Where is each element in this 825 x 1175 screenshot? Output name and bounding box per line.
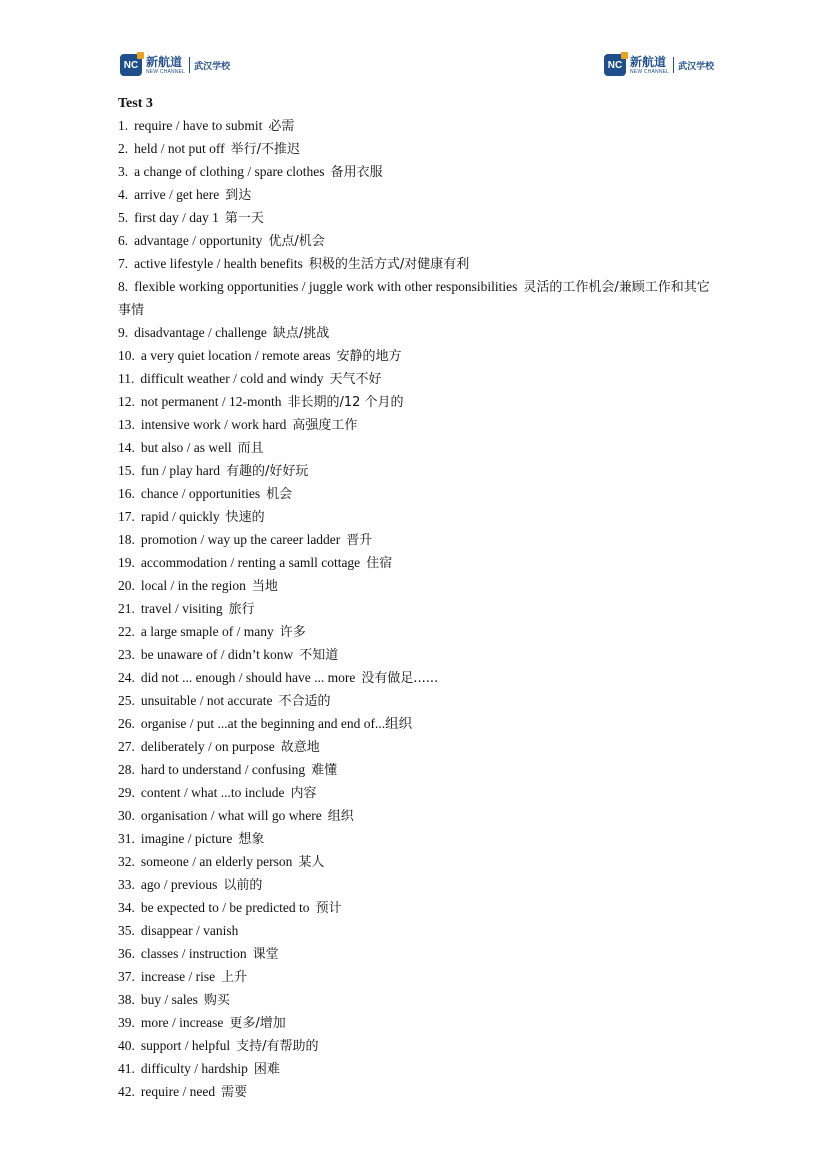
item-chinese: 住宿	[366, 556, 393, 571]
item-chinese: 备用衣服	[330, 165, 383, 180]
item-chinese: 第一天	[224, 211, 264, 226]
item-number: 31.	[118, 831, 135, 846]
item-english: arrive / get here	[134, 187, 220, 202]
item-english: disadvantage / challenge	[134, 325, 267, 340]
document-title: Test 3	[118, 96, 153, 111]
list-item	[118, 644, 718, 667]
item-chinese: 当地	[251, 579, 278, 594]
item-number: 24.	[118, 670, 135, 685]
item-number: 4.	[118, 187, 129, 202]
item-english: difficulty / hardship	[140, 1061, 248, 1076]
item-number: 6.	[118, 233, 129, 248]
item-chinese: 某人	[298, 855, 325, 870]
logo-left-name-cn: 新航道	[146, 54, 183, 69]
list-item	[118, 897, 718, 920]
item-chinese: 预计	[315, 901, 342, 916]
item-english: difficult weather / cold and windy	[140, 371, 324, 386]
list-item	[118, 667, 718, 690]
item-english: held / not put off	[134, 141, 225, 156]
item-number: 10.	[118, 348, 135, 363]
list-item	[118, 713, 718, 736]
item-number: 30.	[118, 808, 135, 823]
item-chinese: 非长期的/12 个月的	[287, 395, 404, 410]
item-number: 25.	[118, 693, 135, 708]
item-number: 15.	[118, 463, 135, 478]
item-chinese: 故意地	[280, 740, 320, 755]
list-item	[118, 943, 718, 966]
list-item	[118, 276, 718, 322]
item-chinese: 有趣的/好好玩	[225, 464, 309, 479]
logo-right	[604, 54, 714, 76]
item-english: buy / sales	[140, 992, 198, 1007]
item-chinese: 高强度工作	[292, 418, 358, 433]
list-item	[118, 1081, 718, 1104]
item-number: 20.	[118, 578, 135, 593]
item-chinese: 课堂	[252, 947, 279, 962]
item-english: did not ... enough / should have ... more	[140, 670, 356, 685]
logo-left-divider	[189, 57, 190, 73]
item-number: 41.	[118, 1061, 135, 1076]
item-chinese: 举行/不推迟	[230, 142, 301, 157]
item-chinese: 上升	[221, 970, 248, 985]
item-number: 22.	[118, 624, 135, 639]
list-item	[118, 805, 718, 828]
item-english: accommodation / renting a samll cottage	[140, 555, 361, 570]
item-english: chance / opportunities	[140, 486, 261, 501]
item-english: organise / put ...at the beginning and end of...组织	[140, 716, 413, 731]
list-item	[118, 966, 718, 989]
item-chinese: 不合适的	[278, 694, 331, 709]
item-number: 29.	[118, 785, 135, 800]
item-chinese: 需要	[221, 1085, 248, 1100]
list-item	[118, 598, 718, 621]
item-number: 37.	[118, 969, 135, 984]
item-chinese: 天气不好	[329, 372, 382, 387]
logo-left-text	[146, 56, 185, 75]
vocabulary-list	[118, 115, 718, 1104]
item-english: active lifestyle / health benefits	[134, 256, 303, 271]
list-item	[118, 782, 718, 805]
item-number: 9.	[118, 325, 129, 340]
list-item	[118, 253, 718, 276]
item-english: be unaware of / didn’t konw	[140, 647, 294, 662]
item-number: 36.	[118, 946, 135, 961]
item-english: promotion / way up the career ladder	[140, 532, 341, 547]
page-header	[0, 54, 825, 80]
item-chinese: 没有做足......	[361, 671, 439, 686]
item-number: 5.	[118, 210, 129, 225]
item-chinese: 机会	[266, 487, 293, 502]
list-item	[118, 828, 718, 851]
item-number: 42.	[118, 1084, 135, 1099]
list-item	[118, 161, 718, 184]
item-chinese: 旅行	[228, 602, 255, 617]
list-item	[118, 138, 718, 161]
list-item	[118, 437, 718, 460]
item-chinese: 更多/增加	[229, 1016, 286, 1031]
item-chinese: 以前的	[223, 878, 263, 893]
item-number: 16.	[118, 486, 135, 501]
item-english: unsuitable / not accurate	[140, 693, 273, 708]
list-item	[118, 552, 718, 575]
list-item	[118, 874, 718, 897]
item-chinese: 优点/机会	[268, 234, 325, 249]
item-number: 2.	[118, 141, 129, 156]
item-chinese: 想象	[238, 832, 265, 847]
list-item	[118, 345, 718, 368]
item-chinese: 必需	[268, 119, 295, 134]
item-english: a large smaple of / many	[140, 624, 274, 639]
item-number: 19.	[118, 555, 135, 570]
item-number: 11.	[118, 371, 135, 386]
item-chinese: 到达	[225, 188, 252, 203]
list-item	[118, 851, 718, 874]
item-number: 18.	[118, 532, 135, 547]
item-number: 39.	[118, 1015, 135, 1030]
item-chinese: 安静的地方	[336, 349, 402, 364]
logo-right-school: 武汉学校	[678, 61, 715, 72]
item-english: flexible working opportunities / juggle work with other responsibilities	[134, 279, 518, 294]
item-english: deliberately / on purpose	[140, 739, 275, 754]
list-item	[118, 460, 718, 483]
list-item	[118, 230, 718, 253]
logo-right-name-en: NEW CHANNEL	[630, 68, 670, 75]
item-english: hard to understand / confusing	[140, 762, 306, 777]
list-item	[118, 1035, 718, 1058]
item-number: 17.	[118, 509, 135, 524]
list-item	[118, 368, 718, 391]
item-english: require / need	[140, 1084, 216, 1099]
nc-logo-icon: NC	[120, 54, 142, 76]
item-english: first day / day 1	[134, 210, 219, 225]
item-english: a very quiet location / remote areas	[140, 348, 331, 363]
list-item	[118, 621, 718, 644]
item-number: 38.	[118, 992, 135, 1007]
list-item	[118, 391, 718, 414]
item-english: require / have to submit	[134, 118, 263, 133]
item-english: be expected to / be predicted to	[140, 900, 310, 915]
item-number: 35.	[118, 923, 135, 938]
list-item	[118, 529, 718, 552]
item-number: 26.	[118, 716, 135, 731]
item-chinese: 内容	[290, 786, 317, 801]
item-chinese: 缺点/挑战	[272, 326, 330, 341]
list-item	[118, 483, 718, 506]
item-english: classes / instruction	[140, 946, 247, 961]
item-english: disappear / vanish	[140, 923, 239, 938]
item-chinese: 晋升	[346, 533, 373, 548]
item-english: local / in the region	[140, 578, 246, 593]
item-number: 21.	[118, 601, 135, 616]
logo-right-name-cn: 新航道	[630, 54, 667, 69]
item-number: 23.	[118, 647, 135, 662]
item-number: 13.	[118, 417, 135, 432]
list-item	[118, 575, 718, 598]
item-english: ago / previous	[140, 877, 218, 892]
item-english: a change of clothing / spare clothes	[134, 164, 325, 179]
item-chinese: 支持/有帮助的	[236, 1039, 319, 1054]
item-number: 40.	[118, 1038, 135, 1053]
item-number: 8.	[118, 279, 129, 294]
item-english: intensive work / work hard	[140, 417, 287, 432]
item-english: travel / visiting	[140, 601, 223, 616]
item-chinese: 购买	[203, 993, 230, 1008]
item-chinese: 而且	[237, 441, 264, 456]
item-number: 3.	[118, 164, 129, 179]
item-english: but also / as well	[140, 440, 232, 455]
item-chinese: 难懂	[311, 763, 338, 778]
list-item	[118, 322, 718, 345]
item-english: someone / an elderly person	[140, 854, 293, 869]
list-item	[118, 115, 718, 138]
item-number: 27.	[118, 739, 135, 754]
list-item	[118, 1058, 718, 1081]
item-chinese: 快速的	[225, 510, 265, 525]
item-english: content / what ...to include	[140, 785, 285, 800]
logo-left-school: 武汉学校	[194, 61, 231, 72]
list-item	[118, 759, 718, 782]
item-chinese: 许多	[279, 625, 306, 640]
list-item	[118, 989, 718, 1012]
item-number: 32.	[118, 854, 135, 869]
list-item	[118, 736, 718, 759]
item-english: organisation / what will go where	[140, 808, 322, 823]
item-english: more / increase	[140, 1015, 224, 1030]
item-english: imagine / picture	[140, 831, 233, 846]
item-number: 7.	[118, 256, 129, 271]
item-english: increase / rise	[140, 969, 216, 984]
item-english: rapid / quickly	[140, 509, 220, 524]
logo-right-divider	[673, 57, 674, 73]
list-item	[118, 690, 718, 713]
logo-left	[120, 54, 230, 76]
item-chinese: 组织	[327, 809, 354, 824]
item-number: 34.	[118, 900, 135, 915]
list-item	[118, 506, 718, 529]
item-chinese: 灵活的工作机会/兼顾工作和其它事情	[118, 280, 710, 318]
item-chinese: 不知道	[299, 648, 339, 663]
list-item	[118, 207, 718, 230]
list-item	[118, 184, 718, 207]
list-item	[118, 1012, 718, 1035]
logo-right-text	[630, 56, 669, 75]
item-number: 1.	[118, 118, 129, 133]
item-chinese: 积极的生活方式/对健康有利	[308, 257, 470, 272]
logo-left-name-en: NEW CHANNEL	[146, 68, 186, 75]
item-english: advantage / opportunity	[134, 233, 263, 248]
item-number: 14.	[118, 440, 135, 455]
list-item	[118, 920, 718, 943]
item-number: 33.	[118, 877, 135, 892]
nc-logo-icon: NC	[604, 54, 626, 76]
item-english: fun / play hard	[140, 463, 220, 478]
list-item	[118, 414, 718, 437]
item-number: 28.	[118, 762, 135, 777]
item-chinese: 困难	[253, 1062, 280, 1077]
item-english: support / helpful	[140, 1038, 231, 1053]
item-english: not permanent / 12-month	[140, 394, 282, 409]
document-body	[118, 93, 718, 1104]
item-number: 12.	[118, 394, 135, 409]
